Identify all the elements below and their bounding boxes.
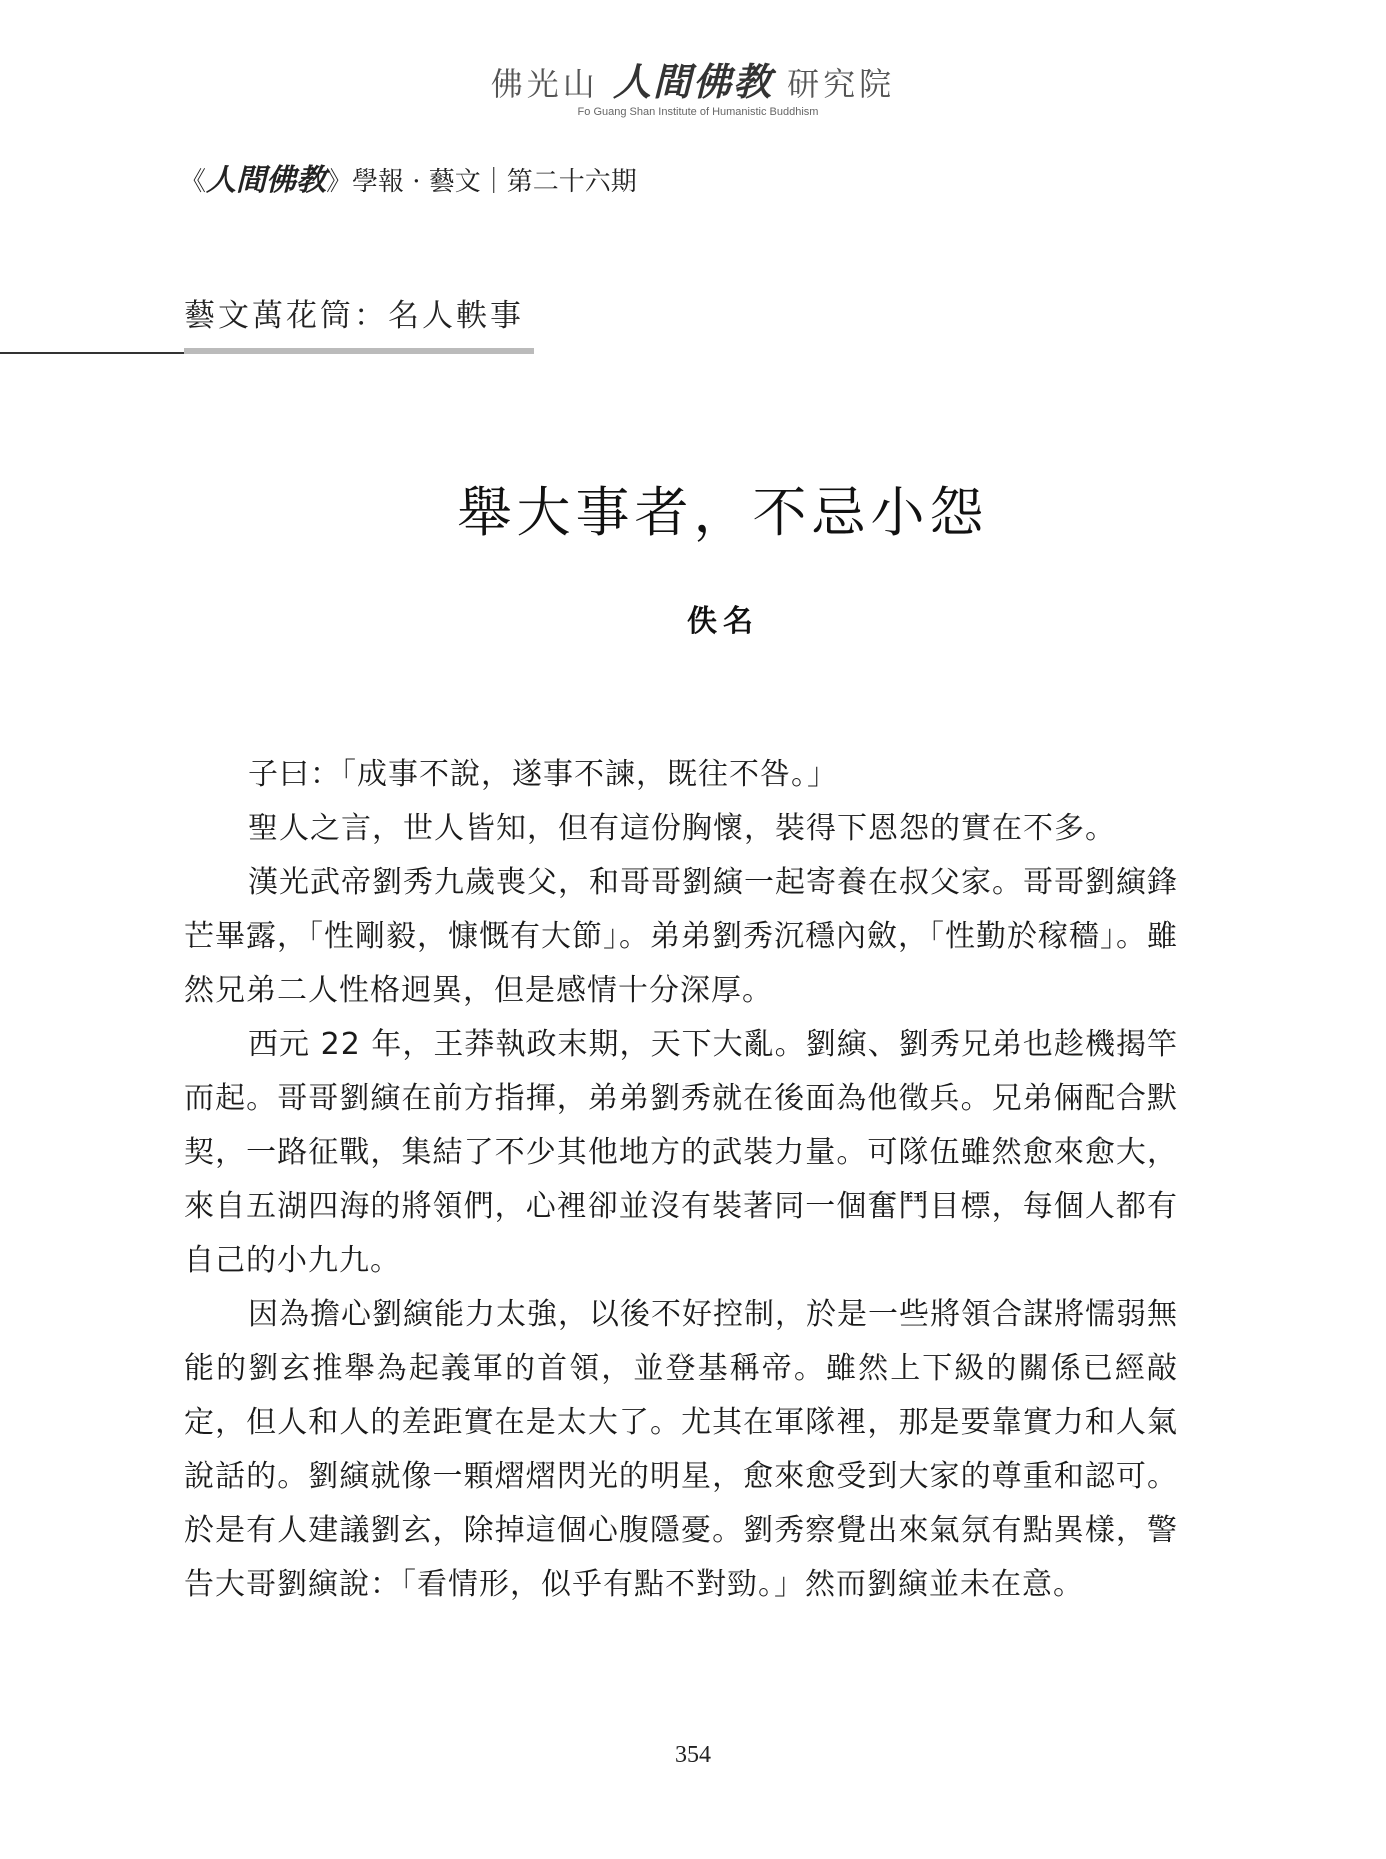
journal-brand: 人間佛教 bbox=[206, 163, 327, 198]
institute-brand-logo: 人間佛教 bbox=[612, 60, 773, 104]
institute-header bbox=[0, 62, 1386, 118]
section-label: 藝文萬花筒：名人軼事 bbox=[184, 298, 524, 334]
paragraph: 聖人之言，世人皆知，但有這份胸懷，裝得下恩怨的實在不多。 bbox=[248, 811, 1116, 846]
page-number: 354 bbox=[675, 1742, 711, 1768]
paragraph: 因為擔心劉縯能力太強，以後不好控制，於是一些將領合謀將懦弱無能的劉玄推舉為起義軍的首領，並登基稱帝。雖然上下級的關係已經敲定，但人和人的差距實在是太大了。尤其在軍隊裡，那是要靠實力和人氣說話的。劉縯就像一顆熠熠閃光的明星，愈來愈受到大家的尊重和認可。於是有人建議劉玄，除掉這個心腹隱憂。劉秀察覺出來氣氛有點異樣，警告大哥劉縯說：「看情形，似乎有點不對勁。」然而劉縯並未在意。 bbox=[184, 1297, 1178, 1602]
paragraph: 西元 22 年，王莽執政末期，天下大亂。劉縯、劉秀兄弟也趁機揭竿而起。哥哥劉縯在前方指揮，弟弟劉秀就在後面為他徵兵。兄弟倆配合默契，一路征戰，集結了不少其他地方的武裝力量。可隊伍雖然愈來愈大，來自五湖四海的將領們，心裡卻並沒有裝著同一個奮鬥目標，每個人都有自己的小九九。 bbox=[184, 1027, 1178, 1278]
institute-suffix: 研究院 bbox=[787, 65, 896, 103]
institute-english-name: Fo Guang Shan Institute of Humanistic Buddhism bbox=[577, 106, 819, 118]
article-body bbox=[184, 748, 1178, 1612]
journal-open-bracket: 《 bbox=[180, 167, 207, 197]
article-title: 舉大事者，不忌小怨 bbox=[457, 481, 989, 544]
paragraph: 漢光武帝劉秀九歲喪父，和哥哥劉縯一起寄養在叔父家。哥哥劉縯鋒芒畢露，「性剛毅，慷慨有大節」。弟弟劉秀沉穩內斂，「性勤於稼穡」。雖然兄弟二人性格迥異，但是感情十分深厚。 bbox=[184, 865, 1178, 1008]
paragraph: 子曰：「成事不說，遂事不諫，既往不咎。」 bbox=[248, 757, 838, 792]
journal-issue-line bbox=[180, 163, 637, 200]
journal-issue: 》學報 · 藝文｜第二十六期 bbox=[326, 167, 637, 197]
article-author: 佚名 bbox=[687, 604, 759, 639]
section-underline-bar bbox=[184, 348, 534, 354]
institute-name bbox=[0, 62, 1386, 104]
institute-prefix: 佛光山 bbox=[490, 65, 599, 103]
